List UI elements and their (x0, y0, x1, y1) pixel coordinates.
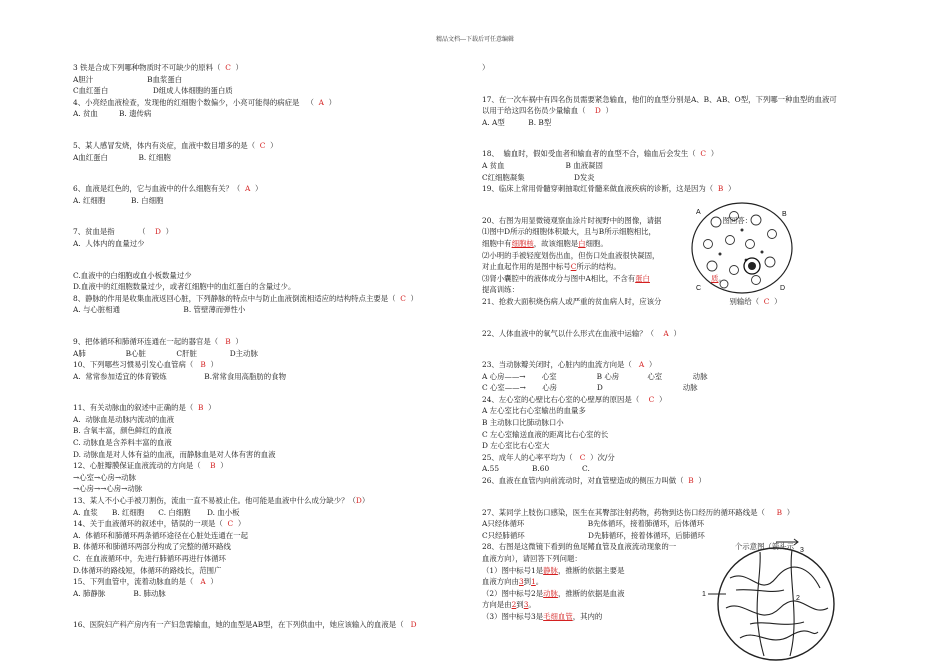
question-text: 。 (718, 273, 726, 283)
right-line (482, 463, 882, 475)
question-text: 22、人体血液中的氧气以什么形式在血液中运输？（ (482, 328, 664, 338)
right-line (482, 371, 882, 383)
right-line (482, 74, 882, 94)
question-text: A. 红细胞 B. 白细胞 (73, 195, 164, 205)
left-line (73, 281, 458, 293)
question-text: B. 体循环和肺循环两部分构成了完整的循环路线 (73, 542, 231, 552)
answer-mark: A (663, 328, 669, 338)
right-line (482, 475, 882, 487)
question-text: 12、心脏瓣膜保证血液流动的方向是（ (73, 461, 211, 471)
left-line (73, 425, 458, 437)
question-text: D 左心室比右心室大 (482, 441, 550, 451)
question-text: （3）图中标号3是 (482, 611, 544, 621)
question-text: 9、把体循环和肺循环连通在一起的器官是（ (73, 336, 226, 346)
question-text: ） (482, 63, 490, 72)
left-line (73, 163, 458, 183)
question-text: ，推断的依据主要是 (557, 565, 625, 575)
left-line (73, 293, 458, 305)
question-text: ） (693, 476, 706, 486)
answer-mark: A (245, 184, 251, 194)
left-line (73, 588, 458, 600)
question-text: ⑶肾小囊腔中的液体成分与图中A相比，不含有 (482, 273, 636, 283)
filled-answer: 蛋白 (635, 273, 650, 283)
answer-mark: A (200, 577, 206, 587)
question-text: D.血液中的红细胞数量过少，或者红细胞中的血红蛋白的含量过少。 (73, 282, 296, 292)
question-text: D.体循环的路线短，体循环的路线长，范围广 (73, 565, 222, 575)
question-text: 3 铁是合成下列哪种物质时不可缺少的原料（ (73, 63, 226, 72)
left-line (73, 371, 458, 383)
fish-label-2: 2 (796, 595, 800, 602)
question-text: 11、有关动脉血的叙述中正确的是（ (73, 403, 198, 413)
left-line (73, 495, 458, 507)
answer-mark: D (594, 106, 601, 116)
right-line (482, 518, 882, 530)
right-line (482, 440, 882, 452)
question-text: ） (230, 336, 243, 346)
smear-label-c: C (696, 285, 702, 292)
left-line (73, 152, 458, 164)
question-text: ）次/分 (585, 452, 615, 462)
question-text: 8、静脉的作用是收集血液返回心脏，下列静脉的特点中与防止血液倒流相适应的结构特点主要是（ (73, 293, 401, 303)
right-line (482, 417, 882, 429)
question-text: A肺 B心脏 C肝脏 D主动脉 (73, 348, 258, 358)
left-line (73, 541, 458, 553)
question-text: ） (265, 140, 278, 150)
left-line (73, 206, 458, 226)
right-line (482, 238, 882, 250)
left-line (73, 414, 458, 426)
question-text: （2）图中标号2是 (482, 588, 544, 598)
left-line (73, 195, 458, 207)
right-line (482, 215, 882, 227)
answer-mark: A (638, 360, 645, 370)
left-line (73, 270, 458, 282)
question-text: 细胞。 (585, 238, 608, 248)
filled-answer: 1 (531, 577, 536, 587)
question-text: 28、右图是这微镜下看到的鱼尾鳍血管及血液流动现象的一 个示意图（箭头示 (482, 542, 795, 552)
question-text: ） (654, 394, 667, 404)
question-text: A 贫血 B 血液凝固 (482, 160, 603, 170)
question-text: A. 常常参加适宜的体育锻炼 B.常常食用高脂肪的食物 (73, 371, 286, 381)
right-line (482, 452, 882, 464)
question-text: A. 人体内的血量过少 (73, 238, 145, 248)
question-text: 提高训练： (482, 285, 519, 295)
right-line (482, 284, 882, 296)
question-text: 到 (516, 600, 524, 610)
question-text: ） (782, 507, 795, 517)
question-text: 血液方向由 (482, 577, 519, 587)
question-text: 。 (528, 600, 536, 610)
left-line (73, 348, 458, 360)
question-text: 细胞中有 (482, 238, 512, 248)
filled-answer: 静脉 (543, 565, 558, 575)
right-line (482, 195, 882, 215)
answer-mark: B (210, 461, 216, 471)
left-line (73, 553, 458, 565)
question-text: ） (600, 106, 613, 116)
question-text: 17、在一次车祸中有四名伤员需要紧急输血，他们的血型分别是A、B、AB、O型，下列哪一种血型的血液可 (482, 94, 837, 104)
question-text: ） (723, 184, 736, 194)
filled-answer: 3 (518, 577, 524, 587)
right-line (482, 308, 882, 328)
answer-mark: C (579, 452, 586, 462)
question-text: A. A型 B. B型 (482, 117, 552, 127)
question-text: A. 体循环和肺循环两条循环途径在心脏处连通在一起 (73, 530, 248, 540)
question-text: 以用于给这四名伤员少量输血（ (482, 106, 595, 116)
right-line (482, 94, 882, 106)
question-text: 6、血液是红色的，它与血液中的什么细胞有关？（ (73, 184, 245, 194)
left-line (73, 183, 458, 195)
question-text: ） (160, 227, 173, 237)
question-text: ） (205, 577, 218, 587)
filled-answer: 动脉 (543, 588, 558, 598)
right-line (482, 339, 882, 359)
question-text: C 左心室输送血液的距离比右心室的长 (482, 429, 609, 439)
question-text: A胆汁 B血浆蛋白 (73, 74, 183, 84)
right-line (482, 507, 882, 519)
question-text: ） (405, 293, 418, 303)
question-text: 19、临床上常用骨髓穿刺抽取红骨髓来做血液疾病的诊断，这是因为（ (482, 184, 718, 194)
question-text: 对止血起作用的是图中标号 (482, 262, 571, 272)
left-line (73, 316, 458, 336)
question-text: 15、下列血管中，流着动脉血的是（ (73, 577, 201, 587)
left-line (73, 530, 458, 542)
answer-mark: D (355, 496, 362, 506)
left-line (73, 576, 458, 588)
question-text: C. 动脉血是含养料丰富的血液 (73, 438, 172, 448)
filled-answer: 毛细血管 (543, 611, 573, 621)
left-line (73, 437, 458, 449)
question-text: 21、抢救大面积烧伤病人或严重的贫血病人时，应该分 别输给（ (482, 296, 764, 306)
left-line (73, 483, 458, 495)
question-text: ） (215, 461, 228, 471)
question-text: 所示的结构。 (576, 262, 621, 272)
left-line (73, 97, 458, 109)
question-text: 27、某同学上肢伤口感染，医生在其臀部注射药物，药物到达伤口经历的循环路线是（ (482, 507, 777, 517)
right-line (482, 172, 882, 184)
smear-label-a: A (696, 209, 701, 216)
answer-mark: D (154, 227, 161, 237)
right-line (482, 429, 882, 441)
right-line (482, 105, 882, 117)
left-line (73, 108, 458, 120)
filled-answer: 细胞核 (511, 238, 534, 248)
question-text: D. 动脉血是对人体有益的血液，而静脉血是对人体有害的血液 (73, 449, 276, 459)
left-line (73, 382, 458, 402)
answer-mark: B (688, 476, 694, 486)
question-text: ） (361, 496, 370, 506)
blood-smear-diagram (690, 200, 794, 296)
question-text: 25、成年人的心率平均为（ (482, 452, 580, 462)
question-text: C. 在血液循环中，先进行肺循环再进行体循环 (73, 554, 226, 563)
question-text: A. 血浆 B. 红细胞 C. 白细胞 D. 血小板 (73, 507, 240, 517)
question-text: ） (250, 184, 263, 194)
question-text: C血红蛋白 D组成人体细胞的蛋白质 (73, 86, 233, 96)
question-text: ） (233, 519, 246, 529)
answer-mark: C (400, 293, 406, 303)
question-text: 7、贫血是指 （ (73, 227, 155, 237)
question-text: ） (769, 296, 782, 306)
left-line (73, 74, 458, 86)
left-line (73, 250, 458, 270)
right-line (482, 148, 882, 160)
right-line (482, 394, 882, 406)
left-line (73, 62, 458, 74)
question-text: ） (203, 403, 216, 413)
right-line (482, 62, 882, 74)
page-header: 精品文档---下载后可任意编辑 (435, 36, 515, 43)
question-text: 5、某人感冒发烧，体内有炎症，血液中数目增多的是（ (73, 140, 260, 150)
question-text: 到 (523, 577, 532, 587)
left-line (73, 460, 458, 472)
question-text: （1）图中标号1是 (482, 565, 544, 575)
question-text: →心房→→心房→动脉 (73, 484, 143, 494)
question-text: 。 (535, 577, 544, 587)
right-line (482, 160, 882, 172)
question-text: ） (644, 360, 657, 370)
question-text: ） (205, 360, 218, 370)
question-text: ） (230, 63, 243, 72)
question-text: B 主动脉口比肺动脉口小 (482, 418, 564, 428)
question-text: 4、小亮经血液检查，发现他的红细胞个数偏少，小亮可能得的病症是 （ (73, 97, 319, 107)
right-line (482, 117, 882, 129)
left-line (73, 140, 458, 152)
left-line (73, 619, 458, 631)
left-line (73, 85, 458, 97)
question-text: 20、右图为用显微镜观察血涂片时视野中的图像，请据 图回答： (482, 215, 753, 225)
question-text: ⑴图中D所示的细胞体积最大，且与B所示细胞相比， (482, 227, 656, 237)
answer-mark: C (259, 140, 266, 150)
question-text: C 心室——→ 心房 D 动脉 (482, 383, 698, 393)
question-text: ，推断的依据是血液 (557, 588, 625, 598)
question-text: C红细胞凝集 D发炎 (482, 172, 595, 182)
right-line (482, 405, 882, 417)
right-line (482, 250, 882, 262)
question-text: ，其内的 (572, 611, 603, 621)
right-line (482, 487, 882, 507)
left-line (73, 336, 458, 348)
filled-answer: 白 (578, 238, 586, 248)
question-text: 血液方向），请回答下列问题： (482, 554, 582, 563)
filled-answer: 质 (711, 273, 719, 283)
left-line (73, 449, 458, 461)
left-line (73, 120, 458, 140)
left-line (73, 472, 458, 484)
question-text: 方向是由 (482, 600, 512, 610)
filled-answer: 3 (523, 600, 529, 610)
answer-mark: C (763, 296, 770, 306)
smear-label-b: B (782, 211, 787, 218)
question-text: C只经肺循环 D先肺循环，接着体循环，后肺循环 (482, 530, 705, 540)
answer-mark: B (225, 336, 231, 346)
answer-mark: B (717, 184, 724, 194)
question-text: A血红蛋白 B. 红细胞 (73, 152, 171, 162)
answer-mark: C (700, 149, 707, 159)
filled-answer: C (570, 262, 577, 272)
right-line (482, 359, 882, 371)
question-text: ） (706, 149, 719, 159)
left-line (73, 565, 458, 577)
question-text: 14、关于血液循环的叙述中，错误的一项是（ (73, 519, 228, 529)
smear-label-d: D (780, 285, 786, 292)
question-text: ，故该细胞是 (533, 238, 579, 248)
question-text: 23、当动脉瓣关闭时，心脏内的血流方向是（ (482, 360, 639, 370)
answer-mark: D (410, 620, 417, 630)
fish-label-1: 1 (702, 591, 706, 598)
question-text: ） (323, 97, 336, 107)
left-line (73, 304, 458, 316)
answer-mark: A (318, 97, 324, 107)
right-line (482, 328, 882, 340)
answer-mark: C (648, 394, 655, 404)
question-text: C.血液中的白细胞或血小板数量过少 (73, 270, 192, 280)
question-text: A. 肺静脉 B. 肺动脉 (73, 588, 166, 598)
left-line (73, 238, 458, 250)
answer-mark: B (776, 507, 783, 517)
left-line (73, 507, 458, 519)
question-text: A 左心室比右心室输出的血量多 (482, 406, 586, 416)
question-text: ） (668, 328, 681, 338)
fish-tail-vessel-diagram (700, 538, 840, 666)
answer-mark: C (227, 519, 234, 529)
left-line (73, 226, 458, 238)
right-line (482, 273, 882, 285)
question-text: 16、医院妇产科产房内有一产妇急需输血，她的血型是AB型，在下列供血中，她应该输入的血液是（ (73, 620, 411, 630)
question-text: →心室→心房→动脉 (73, 472, 136, 482)
right-line (482, 128, 882, 148)
right-line (482, 183, 882, 195)
question-text: A.55 B.60 C. (482, 464, 590, 474)
question-text: A. 与心脏相通 B. 管壁薄而弹性小 (73, 305, 246, 315)
question-text: 10、下列哪些习惯易引发心血管病（ (73, 360, 201, 370)
answer-mark: B (197, 403, 204, 413)
left-line (73, 402, 458, 414)
question-text: A只经体循环 B先体循环，接着肺循环，后体循环 (482, 519, 705, 529)
answer-mark: B (200, 360, 206, 370)
left-line (73, 599, 458, 619)
left-column (73, 62, 458, 631)
left-line (73, 518, 458, 530)
right-line (482, 296, 882, 308)
right-line (482, 382, 882, 394)
right-line (482, 226, 882, 238)
question-text: A 心房——→ 心室 B 心房 心室 动脉 (482, 371, 708, 381)
filled-answer: 2 (511, 600, 517, 610)
answer-mark: C (225, 63, 231, 72)
question-text: A. 动脉血是动脉内流动的血液 (73, 414, 175, 424)
question-text: 26、血液在血管内向前流动时，对血管壁造成的侧压力叫做（ (482, 476, 689, 486)
question-text: B. 含氧丰富，颜色鲜红的血液 (73, 426, 172, 436)
question-text: ⑵小明的手被轻度划伤出血，但伤口处血液很快凝固， (482, 250, 660, 260)
question-text: 24、左心室的心壁比右心室的心壁厚的原因是（ (482, 394, 649, 404)
question-text: 18、 输血时，假如受血者和输血者的血型不合，输血后会发生（ (482, 149, 701, 159)
fish-label-3: 3 (800, 547, 804, 554)
right-line (482, 261, 882, 273)
left-line (73, 359, 458, 371)
question-text: A. 贫血 B. 遗传病 (73, 109, 152, 119)
question-text: 13、某人不小心手被刀割伤，流血一直不易被止住。他可能是血液中什么成分缺少？（ (73, 496, 356, 506)
